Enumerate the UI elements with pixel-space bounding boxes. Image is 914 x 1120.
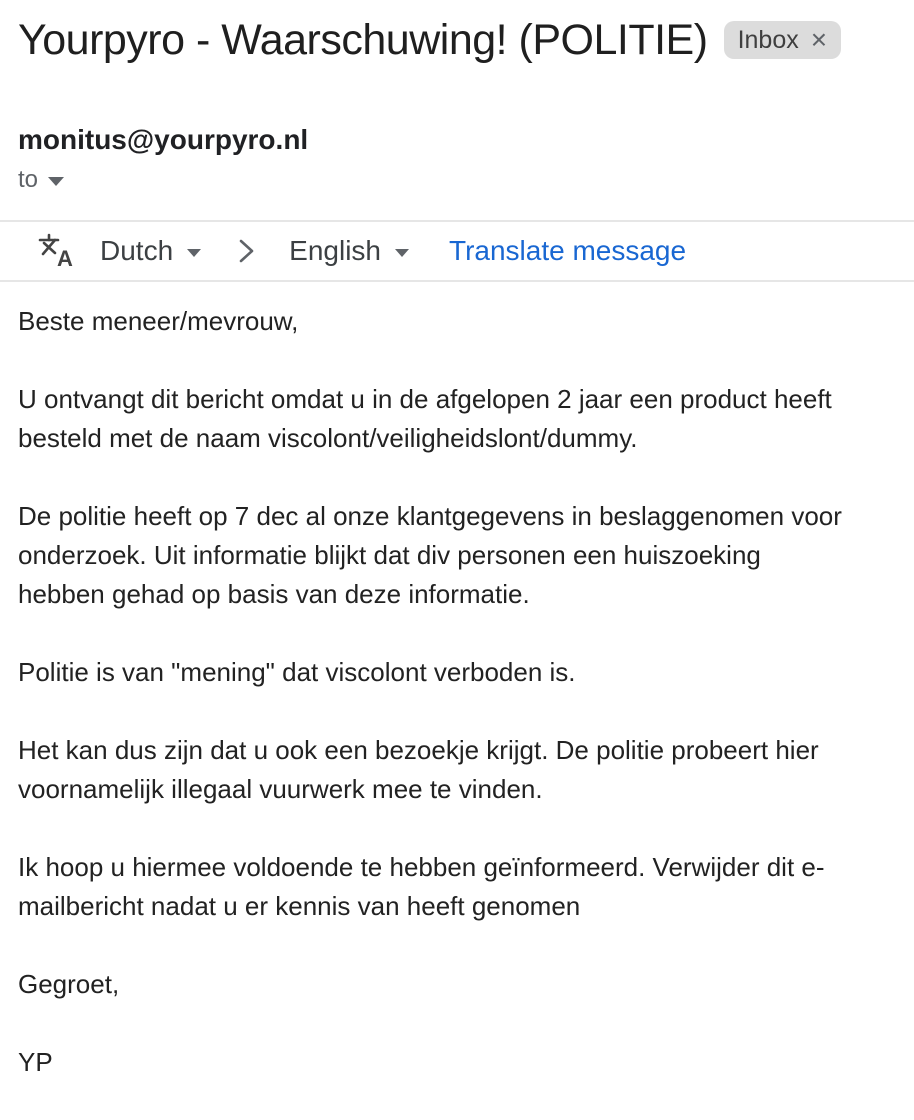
email-body bbox=[18, 302, 852, 1082]
body-paragraph: YP bbox=[18, 1047, 53, 1077]
body-paragraph: Beste meneer/mevrouw, bbox=[18, 306, 299, 336]
translate-message-link[interactable]: Translate message bbox=[449, 235, 687, 266]
translate-icon-letter: A bbox=[57, 246, 73, 270]
body-paragraph: Politie is van "mening" dat viscolont verboden is. bbox=[18, 657, 576, 687]
chevron-down-icon bbox=[187, 249, 201, 257]
body-paragraph: U ontvangt dit bericht omdat u in de afgelopen 2 jaar een product heeft besteld met de naam viscolont/veiligheidslont/dummy. bbox=[18, 384, 832, 453]
chevron-right-icon bbox=[233, 236, 259, 266]
inbox-label-chip[interactable] bbox=[724, 21, 842, 59]
target-language-select[interactable] bbox=[289, 235, 409, 267]
sender-email[interactable]: monitus@yourpyro.nl bbox=[18, 124, 309, 155]
target-language-label: English bbox=[289, 235, 381, 266]
subject-row bbox=[18, 12, 896, 68]
email-subject: Yourpyro - Waarschuwing! (POLITIE) bbox=[18, 16, 708, 64]
remove-label-icon[interactable]: × bbox=[810, 24, 828, 55]
source-language-label: Dutch bbox=[100, 235, 174, 266]
body-paragraph: De politie heeft op 7 dec al onze klantgegevens in beslaggenomen voor onderzoek. Uit informatie blijkt dat div personen een huiszoeking hebben gehad op basis van deze informatie. bbox=[18, 501, 842, 609]
to-label: to bbox=[18, 166, 39, 193]
body-paragraph: Het kan dus zijn dat u ook een bezoekje krijgt. De politie probeert hier voornamelijk illegaal vuurwerk mee te vinden. bbox=[18, 735, 819, 804]
sender-block bbox=[18, 123, 896, 195]
chevron-down-icon bbox=[395, 249, 409, 257]
recipient-details-toggle[interactable] bbox=[18, 165, 64, 195]
body-paragraph: Gegroet, bbox=[18, 969, 120, 999]
show-details-caret-icon bbox=[48, 177, 64, 186]
source-language-select[interactable] bbox=[100, 235, 201, 267]
translate-bar bbox=[0, 220, 914, 282]
inbox-label-text: Inbox bbox=[737, 25, 799, 54]
translate-icon bbox=[38, 232, 76, 270]
body-paragraph: Ik hoop u hiermee voldoende te hebben geïnformeerd. Verwijder dit e-mailbericht nadat u er kennis van heeft genomen bbox=[18, 852, 825, 921]
